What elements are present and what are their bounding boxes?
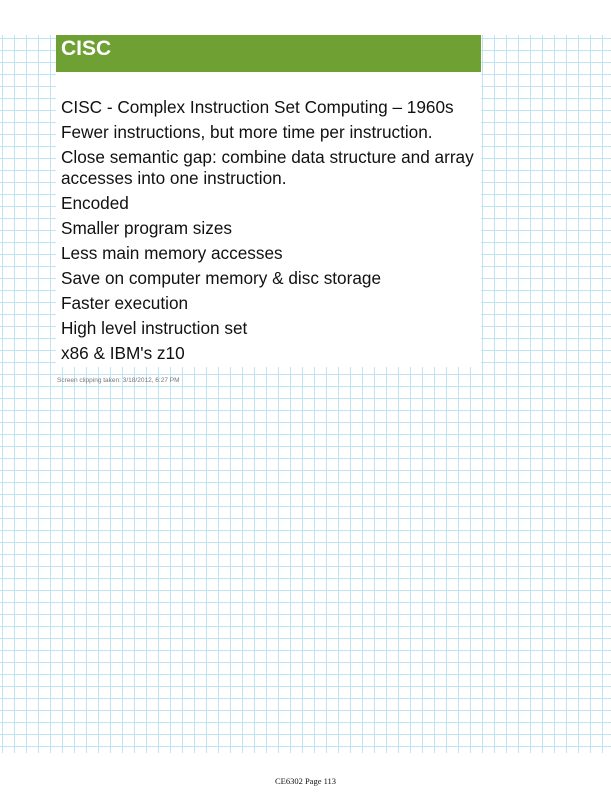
clipping-caption: Screen clipping taken: 3/18/2012, 6:27 PM [57, 377, 180, 384]
bullet-item: Encoded [61, 193, 129, 213]
bullet-item: Smaller program sizes [61, 218, 232, 238]
screen-clipping [56, 35, 481, 367]
bullet-item: x86 & IBM's z10 [61, 343, 185, 363]
slide-title: CISC [61, 37, 112, 60]
slide-title-bar [56, 35, 481, 72]
page-footer: CE6302 Page 113 [274, 776, 337, 786]
bullet-item: Save on computer memory & disc storage [61, 268, 382, 288]
slide-bullet-list [61, 97, 479, 368]
bullet-item: Less main memory accesses [61, 243, 283, 263]
bullet-item: CISC - Complex Instruction Set Computing – 1960s [61, 97, 454, 117]
bullet-item: Faster execution [61, 293, 189, 313]
bullet-item: Close semantic gap: combine data structure and array accesses into one instruction. [61, 147, 474, 188]
bullet-item: High level instruction set [61, 318, 248, 338]
bullet-item: Fewer instructions, but more time per instruction. [61, 122, 433, 142]
